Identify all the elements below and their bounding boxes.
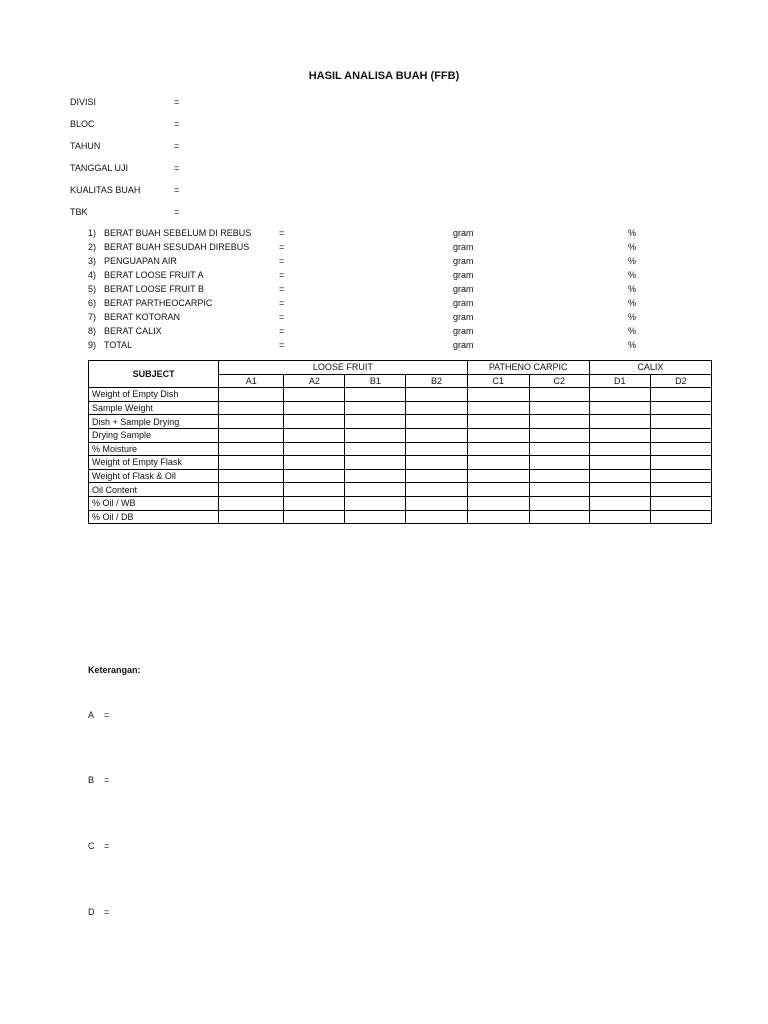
field-separator: =: [174, 185, 180, 195]
table-row: [89, 456, 712, 470]
item-separator: =: [279, 326, 285, 336]
weight-item: [88, 283, 648, 295]
data-cell[interactable]: [219, 442, 284, 456]
data-cell[interactable]: [219, 401, 284, 415]
page-title: HASIL ANALISA BUAH (FFB): [308, 70, 460, 82]
data-cell[interactable]: [467, 469, 529, 483]
item-percent: %: [628, 256, 637, 266]
weight-item: [88, 241, 648, 253]
item-label: BERAT CALIX: [104, 326, 162, 336]
field-label: DIVISI: [70, 97, 97, 107]
data-cell[interactable]: [406, 510, 467, 524]
item-percent: %: [628, 284, 637, 294]
item-unit: gram: [453, 298, 474, 308]
item-number: 8): [88, 326, 97, 336]
item-number: 6): [88, 298, 97, 308]
data-cell[interactable]: [219, 456, 284, 470]
table-row: [89, 469, 712, 483]
subject-header: SUBJECT: [89, 361, 219, 388]
item-number: 4): [88, 270, 97, 280]
weight-item: [88, 339, 648, 351]
item-separator: =: [279, 228, 285, 238]
item-label: BERAT LOOSE FRUIT B: [104, 284, 205, 294]
analysis-table: [88, 360, 712, 524]
data-cell[interactable]: [406, 469, 467, 483]
data-cell[interactable]: [406, 401, 467, 415]
data-cell[interactable]: [529, 415, 589, 429]
item-separator: =: [279, 242, 285, 252]
data-cell[interactable]: [589, 510, 650, 524]
column-header: C2: [529, 374, 589, 388]
data-cell[interactable]: [529, 388, 589, 402]
data-cell[interactable]: [650, 456, 711, 470]
item-label: TOTAL: [104, 340, 133, 350]
data-cell[interactable]: [589, 388, 650, 402]
data-cell[interactable]: [467, 401, 529, 415]
data-cell[interactable]: [650, 428, 711, 442]
data-cell[interactable]: [219, 415, 284, 429]
data-cell[interactable]: [219, 388, 284, 402]
data-cell[interactable]: [284, 415, 345, 429]
note-separator: =: [104, 907, 110, 917]
group-header-loose-fruit: LOOSE FRUIT: [219, 361, 467, 375]
data-cell[interactable]: [345, 469, 406, 483]
weight-item: [88, 325, 648, 337]
row-label: % Oil / WB: [89, 496, 219, 510]
item-unit: gram: [453, 242, 474, 252]
item-label: BERAT LOOSE FRUIT A: [104, 270, 204, 280]
column-header: B2: [406, 374, 467, 388]
data-cell[interactable]: [345, 483, 406, 497]
row-label: Drying Sample: [89, 428, 219, 442]
note-separator: =: [104, 841, 110, 851]
data-cell[interactable]: [589, 483, 650, 497]
item-percent: %: [628, 312, 637, 322]
item-percent: %: [628, 270, 637, 280]
group-header-patheno-carpic: PATHENO CARPIC: [467, 361, 589, 375]
weight-item: [88, 255, 648, 267]
table-row: [89, 401, 712, 415]
item-label: BERAT BUAH SEBELUM DI REBUS: [104, 228, 252, 238]
data-cell[interactable]: [345, 442, 406, 456]
row-label: % Moisture: [89, 442, 219, 456]
item-separator: =: [279, 312, 285, 322]
data-cell[interactable]: [406, 496, 467, 510]
table-row: [89, 510, 712, 524]
data-cell[interactable]: [219, 428, 284, 442]
column-header: B1: [345, 374, 406, 388]
row-label: Weight of Empty Flask: [89, 456, 219, 470]
data-cell[interactable]: [467, 496, 529, 510]
data-cell[interactable]: [650, 496, 711, 510]
data-cell[interactable]: [589, 401, 650, 415]
item-unit: gram: [453, 228, 474, 238]
data-cell[interactable]: [219, 510, 284, 524]
table-row: [89, 388, 712, 402]
item-label: BERAT BUAH SESUDAH DIREBUS: [104, 242, 250, 252]
item-separator: =: [279, 284, 285, 294]
field-label: BLOC: [70, 119, 95, 129]
table-row: [89, 496, 712, 510]
field-label: TANGGAL UJI: [70, 163, 129, 173]
data-cell[interactable]: [467, 483, 529, 497]
data-cell[interactable]: [529, 483, 589, 497]
note-key: B: [88, 775, 95, 785]
column-header: D1: [589, 374, 650, 388]
item-unit: gram: [453, 312, 474, 322]
data-cell[interactable]: [589, 442, 650, 456]
row-label: Weight of Flask & Oil: [89, 469, 219, 483]
data-cell[interactable]: [284, 510, 345, 524]
data-cell[interactable]: [284, 469, 345, 483]
data-cell[interactable]: [650, 483, 711, 497]
data-cell[interactable]: [345, 510, 406, 524]
table-row: [89, 442, 712, 456]
item-label: BERAT PARTHEOCARPIC: [104, 298, 213, 308]
data-cell[interactable]: [650, 510, 711, 524]
data-cell[interactable]: [406, 456, 467, 470]
data-cell[interactable]: [589, 415, 650, 429]
item-separator: =: [279, 256, 285, 266]
data-cell[interactable]: [650, 415, 711, 429]
data-cell[interactable]: [406, 442, 467, 456]
data-cell[interactable]: [529, 401, 589, 415]
field-separator: =: [174, 163, 180, 173]
data-cell[interactable]: [529, 456, 589, 470]
weight-item: [88, 227, 648, 239]
data-cell[interactable]: [529, 510, 589, 524]
item-unit: gram: [453, 270, 474, 280]
item-unit: gram: [453, 326, 474, 336]
weight-item: [88, 269, 648, 281]
data-cell[interactable]: [406, 415, 467, 429]
data-cell[interactable]: [345, 456, 406, 470]
field-label: TAHUN: [70, 141, 101, 151]
data-cell[interactable]: [467, 510, 529, 524]
data-cell[interactable]: [529, 428, 589, 442]
row-label: % Oil / DB: [89, 510, 219, 524]
data-cell[interactable]: [589, 469, 650, 483]
data-cell[interactable]: [345, 496, 406, 510]
table-row: [89, 415, 712, 429]
data-cell[interactable]: [284, 428, 345, 442]
item-separator: =: [279, 340, 285, 350]
row-label: Dish + Sample Drying: [89, 415, 219, 429]
data-cell[interactable]: [284, 442, 345, 456]
notes-title: Keterangan:: [88, 665, 141, 675]
item-number: 2): [88, 242, 97, 252]
note-key: C: [88, 841, 95, 851]
group-header-calix: CALIX: [589, 361, 711, 375]
weight-item: [88, 311, 648, 323]
data-cell[interactable]: [345, 415, 406, 429]
item-unit: gram: [453, 256, 474, 266]
data-cell[interactable]: [467, 428, 529, 442]
data-cell[interactable]: [345, 428, 406, 442]
field-label: KUALITAS BUAH: [70, 185, 141, 195]
item-label: PENGUAPAN AIR: [104, 256, 177, 266]
data-cell[interactable]: [467, 442, 529, 456]
item-number: 7): [88, 312, 97, 322]
column-header: A1: [219, 374, 284, 388]
data-cell[interactable]: [529, 442, 589, 456]
item-number: 1): [88, 228, 97, 238]
item-label: BERAT KOTORAN: [104, 312, 181, 322]
note-key: A: [88, 710, 95, 720]
column-header: A2: [284, 374, 345, 388]
row-label: Weight of Empty Dish: [89, 388, 219, 402]
note-key: D: [88, 907, 95, 917]
data-cell[interactable]: [650, 401, 711, 415]
data-cell[interactable]: [219, 496, 284, 510]
note-separator: =: [104, 775, 110, 785]
data-cell[interactable]: [284, 483, 345, 497]
table-row: [89, 483, 712, 497]
data-cell[interactable]: [529, 496, 589, 510]
data-cell[interactable]: [284, 401, 345, 415]
item-percent: %: [628, 242, 637, 252]
item-percent: %: [628, 298, 637, 308]
data-cell[interactable]: [589, 428, 650, 442]
item-percent: %: [628, 326, 637, 336]
item-percent: %: [628, 228, 637, 238]
item-separator: =: [279, 298, 285, 308]
data-cell[interactable]: [284, 388, 345, 402]
row-label: Oil Content: [89, 483, 219, 497]
data-cell[interactable]: [650, 469, 711, 483]
data-cell[interactable]: [650, 442, 711, 456]
data-cell[interactable]: [406, 388, 467, 402]
weight-item: [88, 297, 648, 309]
data-cell[interactable]: [467, 388, 529, 402]
column-header: D2: [650, 374, 711, 388]
data-cell[interactable]: [467, 415, 529, 429]
item-separator: =: [279, 270, 285, 280]
data-cell[interactable]: [650, 388, 711, 402]
data-cell[interactable]: [219, 469, 284, 483]
field-separator: =: [174, 207, 180, 217]
data-cell[interactable]: [284, 456, 345, 470]
column-header: C1: [467, 374, 529, 388]
item-number: 9): [88, 340, 97, 350]
item-number: 3): [88, 256, 97, 266]
table-row: [89, 428, 712, 442]
data-cell[interactable]: [589, 496, 650, 510]
item-unit: gram: [453, 340, 474, 350]
data-cell[interactable]: [345, 401, 406, 415]
item-number: 5): [88, 284, 97, 294]
field-separator: =: [174, 97, 180, 107]
item-percent: %: [628, 340, 637, 350]
data-cell[interactable]: [219, 483, 284, 497]
data-cell[interactable]: [345, 388, 406, 402]
data-cell[interactable]: [467, 456, 529, 470]
field-separator: =: [174, 141, 180, 151]
data-cell[interactable]: [284, 496, 345, 510]
row-label: Sample Weight: [89, 401, 219, 415]
data-cell[interactable]: [589, 456, 650, 470]
field-label: TBK: [70, 207, 88, 217]
data-cell[interactable]: [529, 469, 589, 483]
item-unit: gram: [453, 284, 474, 294]
note-separator: =: [104, 710, 110, 720]
field-separator: =: [174, 119, 180, 129]
data-cell[interactable]: [406, 428, 467, 442]
data-cell[interactable]: [406, 483, 467, 497]
